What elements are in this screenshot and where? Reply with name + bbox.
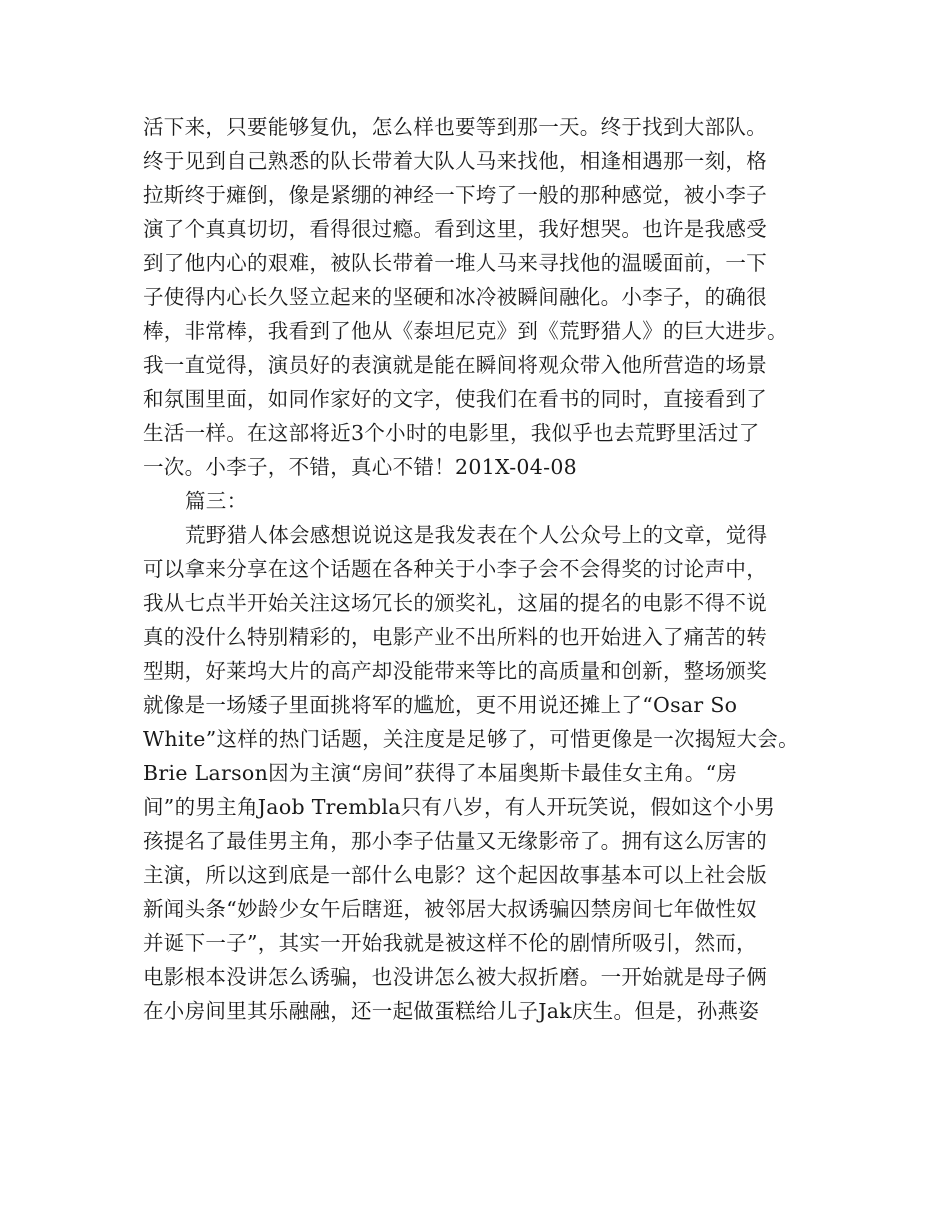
body-text-line: 我从七点半开始关注这场冗长的颁奖礼，这届的提名的电影不得不说 (143, 591, 767, 615)
body-text-line: 和氛围里面，如同作家好的文字，使我们在看书的同时，直接看到了 (143, 387, 767, 411)
body-text-line: 荒野猎人体会感想说说这是我发表在个人公众号上的文章，觉得 (185, 523, 768, 547)
body-text-line: 生活一样。在这部将近3个小时的电影里，我似乎也去荒野里活过了 (143, 421, 760, 445)
body-text-line: Brie Larson因为主演“房间”获得了本届奥斯卡最佳女主角。“房 (143, 761, 738, 785)
body-text-line: 我一直觉得，演员好的表演就是能在瞬间将观众带入他所营造的场景 (143, 353, 767, 377)
body-text-line: 演了个真真切切，看得很过瘾。看到这里，我好想哭。也许是我感受 (143, 217, 767, 241)
body-text-line: 终于见到自己熟悉的队长带着大队人马来找他，相逢相遇那一刻，格 (143, 149, 767, 173)
body-text-line: 型期，好莱坞大片的高产却没能带来等比的高质量和创新，整场颁奖 (143, 659, 767, 683)
body-text-line: 子使得内心长久竖立起来的坚硬和冰冷被瞬间融化。小李子，的确很 (143, 285, 767, 309)
body-text-line: 并诞下一子”，其实一开始我就是被这样不伦的剧情所吸引，然而， (143, 931, 757, 955)
body-text-line: White”这样的热门话题，关注度是足够了，可惜更像是一次揭短大会。 (143, 727, 799, 751)
body-text-line: 在小房间里其乐融融，还一起做蛋糕给儿子Jak庆生。但是，孙燕姿 (143, 999, 760, 1023)
body-text-line: 电影根本没讲怎么诱骗，也没讲怎么被大叔折磨。一开始就是母子俩 (143, 965, 767, 989)
body-text-line: 真的没什么特别精彩的，电影产业不出所料的也开始进入了痛苦的转 (143, 625, 767, 649)
body-text-line: 到了他内心的艰难，被队长带着一堆人马来寻找他的温暖面前，一下 (143, 251, 767, 275)
body-text-line: 棒，非常棒，我看到了他从《泰坦尼克》到《荒野猎人》的巨大进步。 (143, 319, 788, 343)
body-text-line: 可以拿来分享在这个话题在各种关于小李子会不会得奖的讨论声中， (143, 557, 767, 581)
body-text-line: 孩提名了最佳男主角，那小李子估量又无缘影帝了。拥有这么厉害的 (143, 829, 767, 853)
body-text-line: 新闻头条“妙龄少女午后瞎逛，被邻居大叔诱骗囚禁房间七年做性奴 (143, 897, 757, 921)
section-heading: 篇三： (185, 489, 248, 513)
body-text-line: 就像是一场矮子里面挑将军的尴尬，更不用说还摊上了“Osar So (143, 693, 738, 717)
body-text-line: 主演，所以这到底是一部什么电影？这个起因故事基本可以上社会版 (143, 863, 767, 887)
body-text-line: 活下来，只要能够复仇，怎么样也要等到那一天。终于找到大部队。 (143, 115, 767, 139)
body-text-line: 拉斯终于瘫倒，像是紧绷的神经一下垮了一般的那种感觉，被小李子 (143, 183, 767, 207)
body-text-line: 间”的男主角Jaob Trembla只有八岁，有人开玩笑说，假如这个小男 (143, 795, 776, 819)
body-text-line: 一次。小李子，不错，真心不错！201X-04-08 (143, 455, 578, 479)
